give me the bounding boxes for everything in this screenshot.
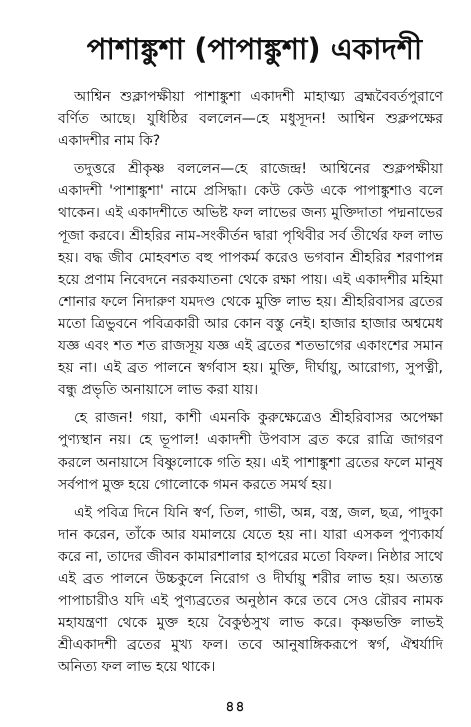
paragraph-1: আশ্বিন শুক্লাপক্ষীয়া পাশাঙ্কুশা একাদশী মাহাত্ম্য ব্রহ্মবৈবর্তপুরাণে বর্ণিত আছে। যুধিষ্ঠির বললেন—হে মধুসূদন! আশ্বিন শুক্লপক্ষের একাদশীর নাম কি? xyxy=(58,89,443,150)
paragraph-2: তদুত্তরে শ্রীকৃষ্ণ বললেন—হে রাজেন্দ্র! আশ্বিনের শুক্লপক্ষীয়া একাদশী 'পাশাঙ্কুশা' নামে প্রসিদ্ধা। কেউ কেউ একে পাপাঙ্কুশাও বলে থাকেন। এই একাদশীতে অভিষ্ট ফল লাভের জন্য মুক্তিদাতা পদ্মনাভের পূজা করবে। শ্রীহরির নাম-সংকীর্তন দ্বারা পৃথিবীর সর্ব তীর্থের ফল লাভ হয়। বদ্ধ জীব মোহবশত বহু পাপকর্ম করেও ভগবান শ্রীহরির শরণাপন্ন হয়ে প্রণাম নিবেদনে নরকযাতনা থেকে রক্ষা পায়। এই একাদশীর মহিমা শোনার ফলে নিদারুণ যমদণ্ড থেকে মুক্তি লাভ হয়। শ্রীহরিবাসর ব্রতের মতো ত্রিভুবনে পবিত্রকারী আর কোন বস্তু নেই। হাজার হাজার অশ্বমেধ যজ্ঞ এবং শত শত রাজসূয় যজ্ঞ এই ব্রতের শতভাগের একাংশের সমান হয় না। এই ব্রত পালনে স্বর্গবাস হয়। মুক্তি, দীর্ঘায়ু, আরোগ্য, সুপত্নী, বন্ধু প্রভৃতি অনায়াসে লাভ করা যায়। xyxy=(58,161,443,399)
paragraph-3: হে রাজন! গয়া, কাশী এমনকি কুরুক্ষেত্রেও শ্রীহরিবাসর অপেক্ষা পুণ্যস্থান নয়। হে ভূপাল! একাদশী উপবাস ব্রত করে রাত্রি জাগরণ করলে অনায়াসে বিষ্ণুলোকে গতি হয়। এই পাশাঙ্কুশা ব্রতের ফলে মানুষ সর্বপাপ মুক্ত হয়ে গোলোকে গমন করতে সমর্থ হয়। xyxy=(58,410,443,493)
page-body xyxy=(58,86,443,678)
paragraph-4: এই পবিত্র দিনে যিনি স্বর্ণ, তিল, গাভী, অন্ন, বস্ত্র, জল, ছত্র, পাদুকা দান করেন, তাঁকে আর যমালয়ে যেতে হয় না। যারা এসকল পুণ্যকার্য করে না, তাদের জীবন কামারশালার হাপরের মতো বিফল। নিষ্ঠার সাথে এই ব্রত পালনে উচ্চকুলে নিরোগ ও দীর্ঘায়ু শরীর লাভ হয়। অত্যন্ত পাপাচারীও যদি এই পুণ্যব্রতের অনুষ্ঠান করে তবে সেও রৌরব নামক মহাযন্ত্রণা থেকে মুক্ত হয়ে বৈকুণ্ঠসুখ লাভ করে। কৃষ্ণভক্তি লাভই শ্রীএকাদশী ব্রতের মুখ্য ফল। তবে আনুষাঙ্গিকরূপে স্বর্গ, ঐশ্বর্যাদি অনিত্য ফল লাভ হয়ে থাকে। xyxy=(58,504,443,676)
page-title: পাশাঙ্কুশা (পাপাঙ্কুশা) একাদশী xyxy=(86,32,423,66)
page-number: ৪৪ xyxy=(225,699,246,715)
